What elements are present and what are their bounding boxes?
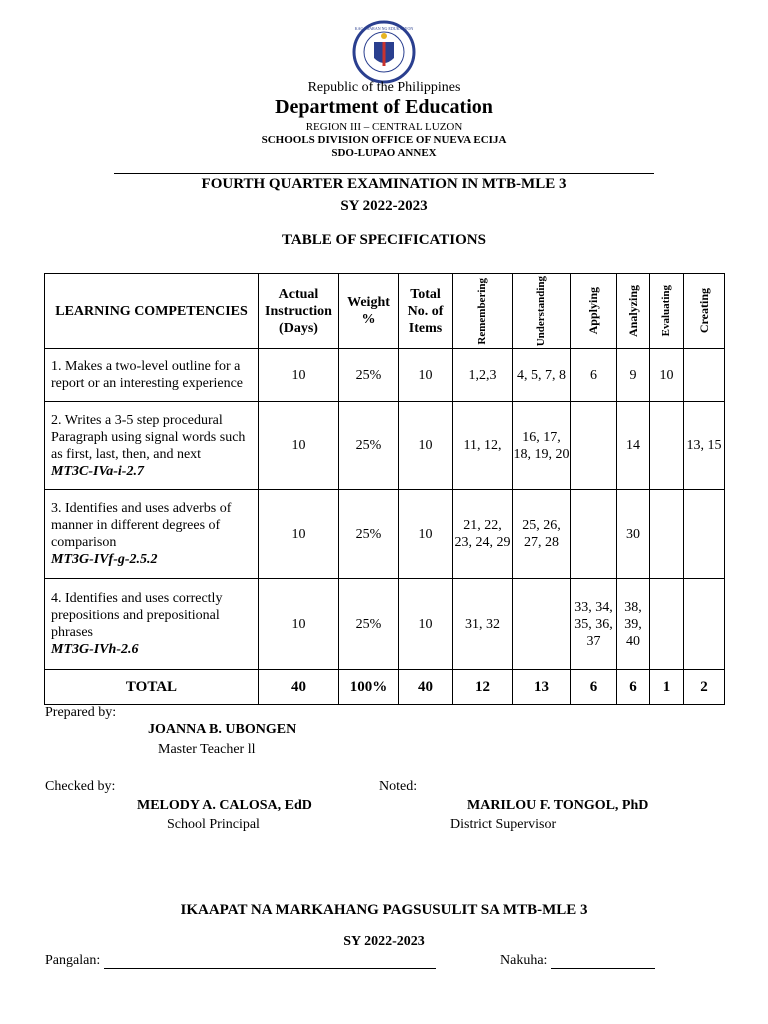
specifications-table	[44, 273, 725, 705]
understanding-cell	[513, 579, 571, 670]
noted-by-title: District Supervisor	[450, 817, 557, 832]
items-cell: 10	[399, 349, 453, 402]
total-label: TOTAL	[45, 670, 259, 705]
prepared-by-name: JOANNA B. UBONGEN	[148, 722, 297, 737]
header-evaluating: Evaluating	[650, 274, 684, 349]
days-cell: 10	[259, 490, 339, 579]
competency-cell: 2. Writes a 3-5 step procedural Paragraph using signal words such as first, last, then, and next MT3C-IVa-i-2.7	[45, 402, 259, 490]
region-line: REGION III – CENTRAL LUZON	[305, 121, 463, 133]
name-label: Pangalan:	[45, 953, 101, 968]
items-cell: 10	[399, 579, 453, 670]
header-days: Actual Instruction (Days)	[259, 274, 339, 349]
analyzing-cell: 38, 39, 40	[617, 579, 650, 670]
header-competencies: LEARNING COMPETENCIES	[45, 274, 259, 349]
analyzing-cell: 9	[617, 349, 650, 402]
total-analyzing: 6	[617, 670, 650, 705]
table-row	[45, 349, 725, 402]
total-applying: 6	[571, 670, 617, 705]
evaluating-cell	[650, 490, 684, 579]
competency-cell: 1. Makes a two-level outline for a report or an interesting experience	[45, 349, 259, 402]
competency-cell: 3. Identifies and uses adverbs of manner in different degrees of comparison MT3G-IVf-g-2.5.2	[45, 490, 259, 579]
name-field	[45, 953, 436, 969]
score-label: Nakuha:	[500, 953, 548, 968]
prepared-by-title: Master Teacher ll	[158, 742, 256, 757]
weight-cell: 25%	[339, 490, 399, 579]
applying-cell	[571, 490, 617, 579]
applying-cell: 6	[571, 349, 617, 402]
annex-line: SDO-LUPAO ANNEX	[331, 147, 437, 159]
table-row	[45, 490, 725, 579]
weight-cell: 25%	[339, 579, 399, 670]
applying-cell: 33, 34, 35, 36, 37	[571, 579, 617, 670]
prepared-by-label: Prepared by:	[45, 705, 117, 720]
deped-seal	[348, 20, 420, 84]
evaluating-cell	[650, 402, 684, 490]
understanding-cell: 16, 17, 18, 19, 20	[513, 402, 571, 490]
analyzing-cell: 14	[617, 402, 650, 490]
evaluating-cell: 10	[650, 349, 684, 402]
school-year: SY 2022-2023	[340, 198, 428, 214]
checked-by-label: Checked by:	[45, 779, 116, 794]
total-evaluating: 1	[650, 670, 684, 705]
total-days: 40	[259, 670, 339, 705]
weight-cell: 25%	[339, 402, 399, 490]
name-blank[interactable]	[104, 954, 436, 969]
republic-line: Republic of the Philippines	[307, 80, 461, 95]
header-weight: Weight %	[339, 274, 399, 349]
header-creating: Creating	[684, 274, 725, 349]
total-understanding: 13	[513, 670, 571, 705]
days-cell: 10	[259, 349, 339, 402]
competency-code: MT3G-IVh-2.6	[51, 642, 139, 657]
days-cell: 10	[259, 579, 339, 670]
header-analyzing: Analyzing	[617, 274, 650, 349]
creating-cell	[684, 579, 725, 670]
creating-cell	[684, 349, 725, 402]
total-row	[45, 670, 725, 705]
total-items: 40	[399, 670, 453, 705]
score-blank[interactable]	[551, 954, 655, 969]
checked-by-title: School Principal	[167, 817, 260, 832]
remembering-cell: 21, 22, 23, 24, 29	[453, 490, 513, 579]
test-title: IKAAPAT NA MARKAHANG PAGSUSULIT SA MTB-MLE 3	[180, 902, 588, 918]
competency-cell: 4. Identifies and uses correctly prepositions and prepositional phrases MT3G-IVh-2.6	[45, 579, 259, 670]
remembering-cell: 1,2,3	[453, 349, 513, 402]
header-items: Total No. of Items	[399, 274, 453, 349]
total-creating: 2	[684, 670, 725, 705]
checked-by-name: MELODY A. CALOSA, EdD	[137, 798, 312, 813]
seal-text: KAGAWARAN NG EDUKASYON	[354, 26, 414, 31]
score-field	[500, 953, 655, 969]
table-title: TABLE OF SPECIFICATIONS	[282, 232, 486, 248]
creating-cell	[684, 490, 725, 579]
items-cell: 10	[399, 490, 453, 579]
competency-code: MT3G-IVf-g-2.5.2	[51, 552, 158, 567]
header-remembering: Remembering	[453, 274, 513, 349]
exam-title: FOURTH QUARTER EXAMINATION IN MTB-MLE 3	[201, 176, 567, 192]
noted-label: Noted:	[379, 779, 418, 794]
remembering-cell: 11, 12,	[453, 402, 513, 490]
understanding-cell: 4, 5, 7, 8	[513, 349, 571, 402]
analyzing-cell: 30	[617, 490, 650, 579]
test-school-year: SY 2022-2023	[343, 934, 425, 949]
department-name: Department of Education	[275, 96, 493, 118]
remembering-cell: 31, 32	[453, 579, 513, 670]
creating-cell: 13, 15	[684, 402, 725, 490]
applying-cell	[571, 402, 617, 490]
header-applying: Applying	[571, 274, 617, 349]
understanding-cell: 25, 26, 27, 28	[513, 490, 571, 579]
division-line: SCHOOLS DIVISION OFFICE OF NUEVA ECIJA	[261, 134, 507, 146]
table-row	[45, 402, 725, 490]
competency-code: MT3C-IVa-i-2.7	[51, 463, 144, 479]
evaluating-cell	[650, 579, 684, 670]
header-divider	[114, 173, 654, 174]
weight-cell: 25%	[339, 349, 399, 402]
noted-by-name: MARILOU F. TONGOL, PhD	[467, 798, 649, 813]
total-remembering: 12	[453, 670, 513, 705]
total-weight: 100%	[339, 670, 399, 705]
items-cell: 10	[399, 402, 453, 490]
days-cell: 10	[259, 402, 339, 490]
header-row	[45, 274, 725, 349]
header-understanding: Understanding	[513, 274, 571, 349]
table-row	[45, 579, 725, 670]
